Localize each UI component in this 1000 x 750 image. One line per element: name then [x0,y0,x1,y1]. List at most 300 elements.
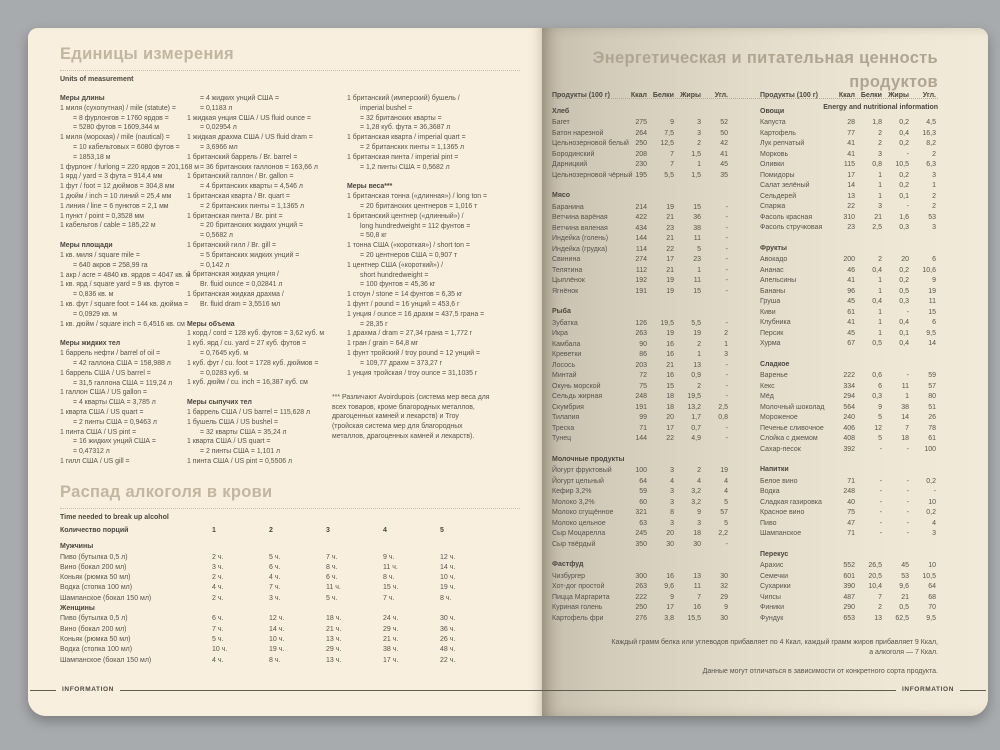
alcohol-group [60,542,520,604]
food-protein: 9 [670,593,674,601]
food-protein: 22 [666,245,674,253]
food-carbs: 30 [720,572,728,580]
food-protein: 10,4 [868,583,882,590]
food-fat: 15 [693,287,701,295]
alcohol-row [60,563,520,573]
unit-line: 1 гран / grain = 64,8 мг [347,340,419,348]
unit-group [60,339,187,466]
food-name: Спаржа [760,203,786,210]
unit-line: = 3,6966 мл [200,143,238,151]
food-name: Водка [760,488,780,495]
alcohol-row [60,625,520,635]
unit-line: = 0,142 л [200,261,230,269]
nutrition-row [552,361,728,372]
drink-name: Коньяк (рюмка 50 мл) [60,574,131,582]
alcohol-row [60,573,520,583]
unit-line: = 0,5682 л [200,232,233,240]
food-carbs: - [725,203,728,211]
hours-3: 13 ч. [326,656,342,664]
unit-line: imperial bushel = [360,104,413,112]
nutrition-row [552,160,728,171]
nutrition-row [552,477,728,488]
nutrition-section [760,244,936,350]
nutrition-rows [552,118,728,181]
unit-line: = 1,2 пинты США = 0,5682 л [360,163,450,171]
unit-line: = 0,47312 л [73,448,110,456]
nutrition-rows [760,255,936,350]
drink-name: Водка (стопка 100 мл) [60,584,133,592]
food-carbs: - [725,540,728,548]
hours-4: 21 ч. [383,635,399,643]
nutrition-row [552,498,728,509]
hours-2: 7 ч. [269,584,281,592]
food-fat: 3,2 [691,498,701,506]
hours-1: 7 ч. [212,625,224,633]
col-protein: Белки [652,92,674,99]
food-fat: 1,7 [691,414,701,421]
hours-4: 8 ч. [383,574,395,582]
unit-line: 1 кв. дюйм / square inch = 6,4516 кв. см [60,320,185,328]
food-protein: 16 [666,572,674,580]
food-name: Чизбургер [552,572,586,580]
food-fat: 2 [697,382,701,390]
nutrition-row [552,350,728,361]
nutrition-row [760,129,936,140]
food-name: Картофель фри [552,614,604,622]
food-fat: 10,5 [895,161,909,168]
food-name: Телятина [552,266,583,274]
unit-group [60,94,199,231]
alcohol-header-cell: 2 [269,527,273,534]
nutrition-row [760,118,936,129]
food-name: Лук репчатый [760,140,805,147]
nutrition-row [552,508,728,519]
unit-group-title: Меры веса*** [347,183,393,191]
food-protein: 1 [878,182,882,189]
food-protein: 20,5 [868,572,882,580]
food-carbs: 35 [720,171,728,179]
food-name: Кефир 3,2% [552,488,592,495]
food-name: Сладкая газировка [760,498,822,506]
nutrition-row [760,139,936,150]
food-kcal: 276 [635,614,647,622]
unit-group-title: Меры сыпучих тел [187,399,252,407]
nutrition-row [552,403,728,414]
food-protein: 3 [670,498,674,506]
food-name: Печенье сливочное [760,424,824,432]
hours-5: 22 ч. [440,656,456,664]
food-protein: 21 [666,235,674,242]
alcohol-subtitle: Time needed to break up alcohol [60,514,169,521]
alcohol-group-label: Женщины [60,605,95,613]
unit-line: = 20 центнеров США = 0,907 т [360,251,458,259]
hours-4: 38 ч. [383,646,399,654]
unit-line: = 0,1183 л [200,104,233,112]
food-name: Ветчина вяленая [552,224,608,232]
food-fat: - [906,509,909,516]
alcohol-header-cell: 4 [383,527,387,534]
food-kcal: 192 [635,277,647,284]
unit-line: 1 миля (сухопутная) / mile (statute) = [60,104,176,112]
food-kcal: 72 [639,372,647,379]
hours-5: 36 ч. [440,625,456,633]
food-protein: 0,3 [872,393,882,400]
food-kcal: 300 [635,572,647,580]
food-carbs: 41 [720,150,728,158]
food-carbs: - [725,235,728,242]
food-fat: 7 [905,424,909,432]
food-carbs: 4,5 [926,119,936,126]
units-title: Единицы измерения [60,45,234,63]
food-carbs: 59 [928,372,936,379]
food-kcal: 392 [843,445,855,453]
food-name: Молоко сгущённое [552,509,614,516]
food-kcal: 350 [635,540,647,548]
nutrition-row [552,150,728,161]
food-fat: 3,2 [691,488,701,495]
unit-group-title: Меры жидких тел [60,340,121,348]
nutrition-section-title: Напитки [760,466,789,473]
food-protein: 9 [670,119,674,126]
nutrition-row [552,371,728,382]
footer-rule-long [120,690,542,691]
col-kcal: Ккал [630,92,647,99]
food-carbs: 14 [928,340,936,347]
nutrition-row [552,434,728,445]
food-protein: 21 [666,266,674,274]
food-carbs: 11 [928,298,936,305]
nutrition-row [552,593,728,604]
unit-line: 1 британский центнер («длинный») / [347,212,464,220]
food-carbs: 9,5 [926,329,936,337]
nutrition-row [552,540,728,551]
unit-line: = 100 фунтов = 45,36 кг [360,281,436,289]
unit-group-lines [60,104,199,231]
food-kcal: 422 [635,214,647,221]
food-fat: 13 [693,572,701,580]
nutrition-subtitle: Energy and nutritional information [823,104,938,111]
unit-group-title: Меры длины [60,95,105,102]
nutrition-row [552,171,728,182]
unit-line: 1 линия / line = 6 пунктов = 2,1 мм [60,202,169,210]
unit-line: 1 фунт тройский / troy pound = 12 унций = [347,349,481,357]
col-fat: Жиры [680,92,701,99]
food-protein: 1 [878,192,882,200]
unit-line: = 4 жидких унций США = [200,95,280,102]
alcohol-section [60,480,520,666]
alcohol-row [60,553,520,563]
drink-name: Пиво (бутылка 0,5 л) [60,553,128,561]
nutrition-row [760,582,936,593]
food-kcal: 601 [843,572,855,580]
unit-line: 1 британский галлон / Br. gallon = [187,173,294,181]
alcohol-title: Распад алкоголя в крови [60,483,273,501]
unit-line: = 31,5 галлона США = 119,24 л [73,379,173,387]
unit-line: = 16 жидких унций США = [73,438,156,446]
hours-5: 26 ч. [440,635,456,643]
nutrition-row [760,160,936,171]
food-kcal: 248 [635,393,647,400]
food-kcal: 406 [843,424,855,432]
alcohol-group-label: Мужчины [60,543,94,551]
food-kcal: 203 [635,361,647,369]
nutrition-rows [760,371,936,455]
food-protein: 16 [666,340,674,348]
food-kcal: 487 [843,593,855,601]
nutrition-row [552,245,728,256]
food-carbs: 15 [928,308,936,316]
food-fat: 36 [693,214,701,221]
nutrition-row [552,572,728,583]
food-name: Кекс [760,382,775,390]
food-kcal: 230 [635,161,647,168]
unit-line: = 42 галлона США = 158,988 л [73,359,171,367]
nutrition-row [760,614,936,625]
units-subtitle: Units of measurement [60,76,134,83]
alcohol-group [60,604,520,666]
col-carbs: Угл. [714,92,728,99]
food-protein: 7 [878,593,882,601]
food-fat: 1,5 [691,150,701,158]
food-kcal: 75 [847,509,855,516]
unit-line: 1 кв. ярд / square yard = 9 кв. футов = [60,281,180,289]
nutrition-row [552,392,728,403]
unit-line: 1 британский (имперский) бушель / [347,95,460,102]
unit-line: 1 жидкая драхма США / US fluid dram = [187,134,313,142]
food-carbs: 45 [720,161,728,168]
food-kcal: 434 [635,224,647,232]
food-fat: - [906,445,909,453]
food-carbs: 2 [932,203,936,210]
food-fat: 0,7 [691,424,701,432]
food-fat: 1 [905,393,909,400]
food-carbs: - [725,287,728,295]
food-protein: 22 [666,435,674,442]
food-fat: 0,4 [899,319,909,326]
food-carbs: 10 [928,498,936,506]
food-name: Арахис [760,562,784,569]
nutrition-rows [760,561,936,624]
nutrition-row [552,319,728,330]
food-kcal: 45 [847,329,855,337]
nutrition-row [760,403,936,414]
unit-line: 1 британская тонна («длинная») / long ton = [347,193,487,201]
unit-group-lines [60,251,191,329]
food-kcal: 222 [843,372,855,379]
unit-line: = 32 кварты США = 35,24 л [200,428,287,436]
food-fat: 11 [901,382,909,390]
nutrition-row [760,603,936,614]
food-kcal: 275 [635,119,647,126]
food-carbs: 9 [932,277,936,284]
food-protein: 1 [878,308,882,316]
footer-rule-short [960,690,986,691]
nutrition-row [760,276,936,287]
food-name: Цыплёнок [552,277,585,284]
nutrition-row [760,202,936,213]
unit-line: long hundredweight = 112 фунтов = [360,222,471,230]
nutrition-title: Энергетическая и питательная ценность продуктов [592,49,938,91]
food-kcal: 126 [635,319,647,327]
food-kcal: 17 [847,171,855,179]
food-kcal: 250 [635,140,647,147]
hours-4: 11 ч. [383,563,398,571]
food-kcal: 214 [635,203,647,211]
food-protein: 1 [878,287,882,295]
food-carbs: 4 [724,488,728,495]
drink-name: Коньяк (рюмка 50 мл) [60,635,131,643]
food-kcal: 13 [847,192,855,200]
hours-1: 10 ч. [212,646,228,654]
food-fat: 30 [693,540,701,548]
hours-1: 2 ч. [212,574,224,582]
food-kcal: 28 [847,119,855,126]
nutrition-section-title: Перекус [760,550,789,558]
food-kcal: 75 [639,382,647,390]
units-column [60,94,199,467]
food-kcal: 63 [639,519,647,527]
nutrition-header-row [760,91,936,102]
unit-line: 1 унция тройская / troy ounce = 31,1035 г [347,369,478,377]
food-name: Слойка с джемом [760,435,818,442]
food-name: Красное вино [760,509,805,516]
food-name: Авокадо [760,256,788,263]
food-protein: 7,5 [664,129,674,137]
nutrition-row [760,213,936,224]
unit-line: 1 кабельтов / cable = 185,22 м [60,222,156,230]
nutrition-section [760,465,936,540]
nutrition-row [760,498,936,509]
nutrition-section [552,560,728,624]
food-name: Камбала [552,340,581,348]
food-protein: 0,8 [872,161,882,168]
hours-1: 2 ч. [212,594,224,602]
alcohol-row [60,594,520,604]
food-protein: 6 [878,382,882,390]
nutrition-row [552,276,728,287]
food-carbs: 6,3 [926,161,936,168]
food-carbs: 4 [724,477,728,485]
hours-5: 19 ч. [440,584,456,592]
nutrition-section-title: Овощи [760,107,785,115]
food-fat: 21 [901,593,909,601]
unit-line: 1 британский гилл / Br. gill = [187,241,277,249]
food-protein: 1 [878,329,882,337]
unit-line: 1 галлон США / US gallon = [60,389,148,397]
food-kcal: 41 [847,150,855,158]
food-protein: 20 [666,414,674,421]
nutrition-row [760,287,936,298]
nutrition-section [552,307,728,445]
unit-line: = 4 кварты США = 3,785 л [73,399,156,407]
nutrition-sections [552,107,728,625]
unit-line: = 1,28 куб. фута = 36,3687 л [360,124,451,132]
food-kcal: 208 [635,150,647,158]
unit-line: 1 пинта США / US pint = [60,428,137,436]
food-fat: - [906,203,909,210]
food-carbs: - [725,361,728,369]
unit-line: 1 кв. фут / square foot = 144 кв. дюйма = [60,300,188,308]
food-name: Ветчина варёная [552,214,608,221]
unit-line: 1 пинта США / US pint = 0,5506 л [187,457,293,465]
food-protein: 1 [878,171,882,179]
hours-1: 2 ч. [212,553,224,561]
food-name: Киви [760,308,776,316]
food-fat: 5,5 [691,319,701,327]
hours-5: 30 ч. [440,615,456,623]
hours-1: 5 ч. [212,635,224,643]
food-fat: 20 [901,256,909,263]
alcohol-group-rows [60,553,520,604]
food-carbs: 80 [928,393,936,400]
food-kcal: 564 [843,403,855,411]
hours-3: 8 ч. [326,563,338,571]
unit-line: = 2 пинты США = 0,9463 л [73,418,157,426]
food-kcal: 99 [639,414,647,421]
food-name: Лосось [552,361,576,369]
nutrition-row [552,234,728,245]
nutrition-sections [760,107,936,625]
food-protein: - [879,477,882,485]
unit-line: = 2 пинты США = 1,101 л [200,448,281,456]
nutrition-section [760,107,936,234]
food-protein: - [879,488,882,495]
food-fat: 1 [697,351,701,358]
food-protein: 9 [878,403,882,411]
nutrition-row [552,287,728,298]
food-fat: - [906,372,909,379]
unit-line: = 50,8 кг [360,232,387,240]
hours-3: 6 ч. [326,574,338,582]
food-kcal: 60 [639,498,647,506]
food-kcal: 77 [847,129,855,137]
unit-line: = 36 британских галлонов = 163,66 л [200,163,318,171]
unit-line: 1 куб. ярд / cu. yard = 27 куб. футов = [187,340,307,348]
food-protein: 1 [878,277,882,284]
hours-2: 4 ч. [269,574,281,582]
food-fat: 19 [693,330,701,337]
food-carbs: 5 [724,498,728,506]
food-kcal: 144 [635,235,647,242]
unit-line: 1 бушель США / US bushel = [187,418,279,426]
food-kcal: 191 [635,403,647,411]
nutrition-row [760,572,936,583]
nutrition-row [552,519,728,530]
food-fat: 0,1 [899,329,909,337]
food-kcal: 144 [635,435,647,442]
food-name: Сыр Моцарелла [552,530,606,537]
alcohol-row [60,645,520,655]
unit-line: = 0,0283 куб. м [200,369,249,377]
food-name: Хот-дог простой [552,583,605,590]
food-protein: 17 [666,256,674,263]
hours-4: 29 ч. [383,625,399,633]
food-kcal: 61 [847,308,855,316]
unit-line: = 109,77 драхм = 373,27 г [360,359,443,367]
unit-line: = 5280 футов = 1609,344 м [73,124,160,132]
hours-2: 12 ч. [269,615,285,623]
nutrition-row [760,297,936,308]
nutrition-row [552,529,728,540]
col-products: Продукты (100 г) [760,92,818,99]
nutrition-section [760,360,936,456]
footer-label: INFORMATION [902,686,954,693]
food-protein: 2 [878,140,882,147]
food-fat: - [906,308,909,316]
food-name: Свинина [552,256,581,263]
food-fat: 38 [901,403,909,411]
nutrition-rows [552,466,728,550]
